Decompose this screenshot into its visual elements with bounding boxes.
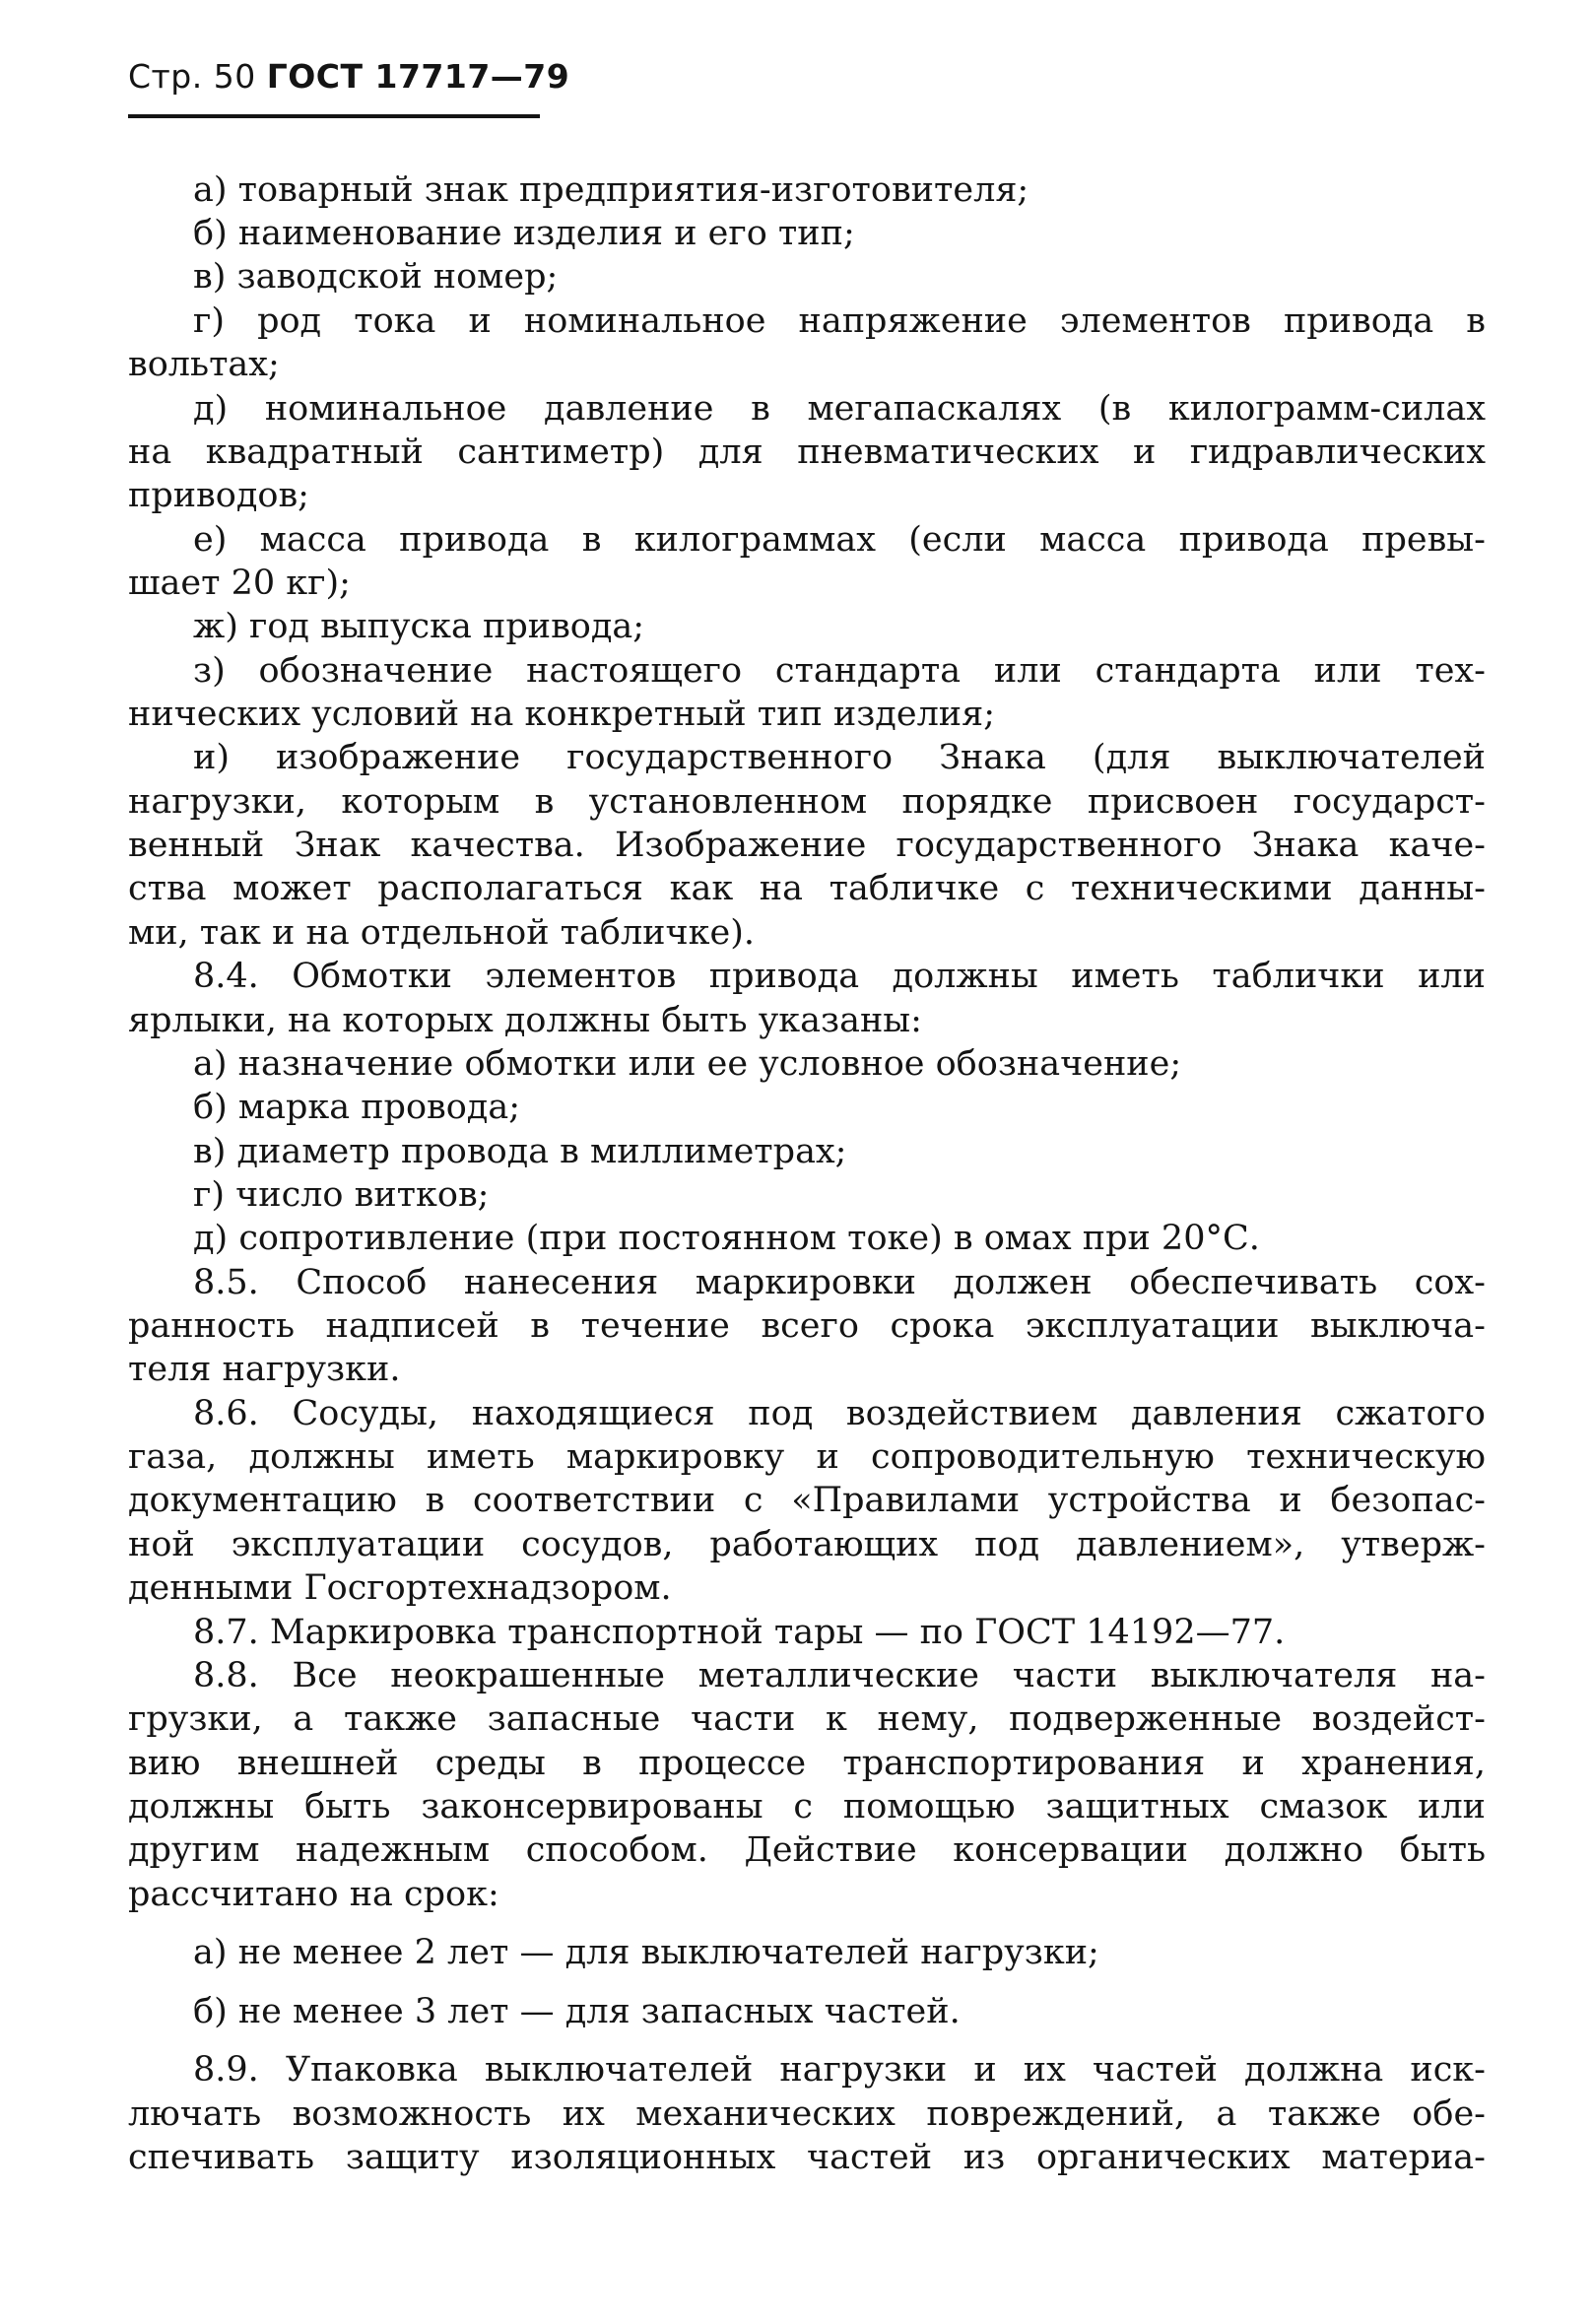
text-line: на квадратный сантиметр) для пневматических и гидравлических	[128, 432, 1486, 472]
text-line: е) масса привода в килограммах (если масса привода превы-	[193, 520, 1486, 560]
text-line: 8.6. Сосуды, находящиеся под воздействием давления сжатого	[193, 1394, 1486, 1433]
text-line: газа, должны иметь маркировку и сопроводительную техническую	[128, 1437, 1486, 1477]
text-line: д) номинальное давление в мегапаскалях (в килограмм-силах	[193, 389, 1486, 429]
text-line: денными Госгортехнадзором.	[128, 1568, 672, 1608]
text-line: теля нагрузки.	[128, 1350, 401, 1389]
page-number: Стр. 50	[128, 57, 256, 96]
text-line: ми, так и на отдельной табличке).	[128, 913, 756, 953]
text-line: г) род тока и номинальное напряжение элементов привода в	[193, 301, 1486, 341]
text-line: в) заводской номер;	[193, 257, 559, 297]
text-line: и) изображение государственного Знака (для выключателей	[193, 738, 1486, 777]
text-line: з) обозначение настоящего стандарта или стандарта или тех-	[193, 651, 1486, 691]
text-line: венный Знак качества. Изображение государственного Знака каче-	[128, 826, 1486, 865]
text-line: б) марка провода;	[193, 1088, 521, 1127]
text-line: 8.4. Обмотки элементов привода должны иметь таблички или	[193, 957, 1486, 996]
text-line: ранность надписей в течение всего срока эксплуатации выключа-	[128, 1306, 1486, 1346]
text-line: 8.7. Маркировка транспортной тары — по ГОСТ 14192—77.	[193, 1613, 1286, 1652]
text-line: нагрузки, которым в установленном порядке присвоен государст-	[128, 782, 1486, 822]
text-line: а) товарный знак предприятия-изготовителя;	[193, 170, 1029, 210]
text-line: д) сопротивление (при постоянном токе) в омах при 20°С.	[193, 1219, 1260, 1258]
text-line: должны быть законсервированы с помощью защитных смазок или	[128, 1787, 1486, 1826]
text-line: вию внешней среды в процессе транспортирования и хранения,	[128, 1744, 1486, 1783]
text-line: а) не менее 2 лет — для выключателей нагрузки;	[193, 1933, 1099, 1972]
text-line: ства может располагаться как на табличке с техническими данны-	[128, 869, 1486, 908]
text-line: в) диаметр провода в миллиметрах;	[193, 1132, 847, 1171]
text-line: 8.5. Способ нанесения маркировки должен обеспечивать сох-	[193, 1263, 1486, 1302]
standard-designation: ГОСТ 17717—79	[266, 57, 570, 96]
text-line: г) число витков;	[193, 1175, 490, 1215]
text-line: б) не менее 3 лет — для запасных частей.	[193, 1992, 961, 2031]
text-line: 8.8. Все неокрашенные металлические части выключателя на-	[193, 1656, 1486, 1695]
text-line: другим надежным способом. Действие консервации должно быть	[128, 1830, 1486, 1870]
text-line: грузки, а также запасные части к нему, подверженные воздейст-	[128, 1699, 1486, 1739]
text-line: б) наименование изделия и его тип;	[193, 214, 855, 253]
header-rule	[128, 114, 540, 118]
text-line: документацию в соответствии с «Правилами устройства и безопас-	[128, 1481, 1486, 1520]
text-line: 8.9. Упаковка выключателей нагрузки и их частей должна иск-	[193, 2050, 1486, 2090]
text-line: ярлыки, на которых должны быть указаны:	[128, 1001, 922, 1040]
page-header	[128, 57, 569, 96]
text-line: нических условий на конкретный тип изделия;	[128, 695, 996, 734]
text-line: ной эксплуатации сосудов, работающих под давлением», утверж-	[128, 1525, 1486, 1564]
text-line: приводов;	[128, 476, 309, 515]
text-line: вольтах;	[128, 345, 280, 384]
text-line: а) назначение обмотки или ее условное обозначение;	[193, 1044, 1182, 1084]
text-line: рассчитано на срок:	[128, 1875, 499, 1914]
text-line: спечивать защиту изоляционных частей из органических материа-	[128, 2138, 1486, 2177]
text-line: ж) год выпуска привода;	[193, 607, 645, 646]
text-line: лючать возможность их механических повреждений, а также обе-	[128, 2094, 1486, 2134]
text-line: шает 20 кг);	[128, 564, 351, 603]
